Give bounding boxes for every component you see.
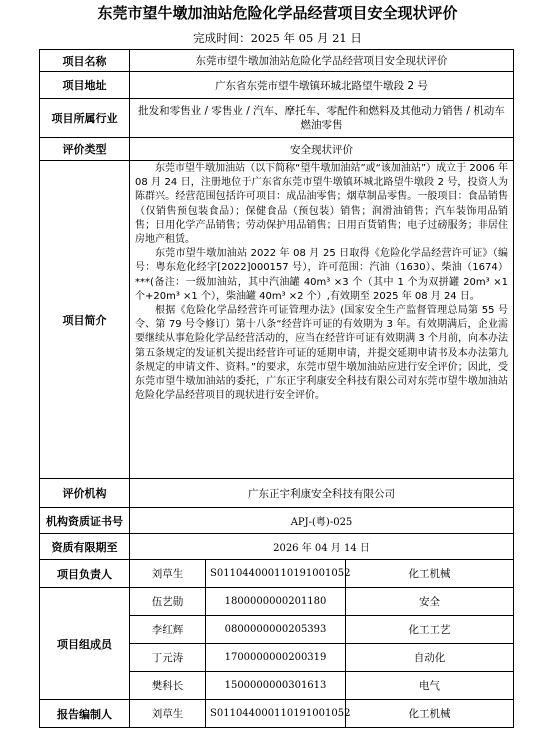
row-intro <box>40 161 514 479</box>
row-cert-expiry <box>40 534 514 560</box>
leader-name: 刘草生 <box>130 560 206 588</box>
row-project-name <box>40 50 514 72</box>
author-name: 刘草生 <box>130 700 206 728</box>
intro-text <box>130 161 514 479</box>
intro-label: 项目简介 <box>40 161 130 479</box>
address-label: 项目地址 <box>40 72 130 99</box>
member-name: 伍艺勋 <box>130 588 206 616</box>
row-author <box>40 700 514 728</box>
info-table <box>39 49 514 728</box>
row-cert-no <box>40 508 514 534</box>
cert-no-value: APJ-(粤)-025 <box>130 508 514 534</box>
member-cert: 1800000000201180 <box>206 588 346 616</box>
row-address <box>40 72 514 99</box>
row-agency <box>40 479 514 508</box>
cert-expiry-label: 资质有限期至 <box>40 534 130 560</box>
author-specialty: 化工机械 <box>346 700 514 728</box>
member-cert: 1500000000301613 <box>206 672 346 700</box>
intro-paragraph: 根据《危险化学品经营许可证管理办法》(国家安全生产监督管理总局第 55 号令、第 79 号令修订）第十八条“经营许可证的有效期为 3 年。有效期满后，企业需要继续从事危险化学品经营活动的，应当在经营许可证有效期满 3 个月前，向本办法第五条规定的发证机关提出经营许可证的延期申请，并提交延期申请书及本办法第九条规定的申请文件、资料。”的要求，东莞市望牛墩加油站应进行安全评价；因此，受东莞市望牛墩加油站的委托，广东正宇利康安全科技有限公司对东莞市望牛墩加油站危险化学品经营项目的现状进行安全评价。 <box>135 305 508 402</box>
member-name: 樊科长 <box>130 672 206 700</box>
cert-no-label: 机构资质证书号 <box>40 508 130 534</box>
member-specialty: 化工工艺 <box>346 616 514 644</box>
author-cert: S011044000110191001052 <box>206 700 346 728</box>
author-label: 报告编制人 <box>40 700 130 728</box>
eval-type-value: 安全现状评价 <box>130 138 514 161</box>
row-leader <box>40 560 514 588</box>
project-name-value: 东莞市望牛墩加油站危险化学品经营项目安全现状评价 <box>130 50 514 72</box>
row-eval-type <box>40 138 514 161</box>
agency-value: 广东正宇利康安全科技有限公司 <box>130 479 514 508</box>
member-specialty: 自动化 <box>346 644 514 672</box>
document-title: 东莞市望牛墩加油站危险化学品经营项目安全现状评价 <box>97 4 458 22</box>
intro-paragraph: 东莞市望牛墩加油站 2022 年 08 月 25 日取得《危险化学品经营许可证》（编号：粤东危化经字[2022]000157 号），许可范围：汽油（1630）、柴油（1674）***(备注：一级加油站，其中汽油罐 40m³ ×3 个（其中 1 个为双拼罐 20m³ ×1 个+20m³ ×1 个），柴油罐 40m³ ×2 个）,有效期至 2025 年 08 月 24 日。 <box>135 248 508 302</box>
leader-cert: S011044000110191001052 <box>206 560 346 588</box>
row-industry <box>40 99 514 138</box>
completion-date: 完成时间：2025 年 05 月 21 日 <box>193 31 362 45</box>
leader-label: 项目负责人 <box>40 560 130 588</box>
member-specialty: 安全 <box>346 588 514 616</box>
intro-paragraph: 东莞市望牛墩加油站（以下简称“望牛墩加油站”或“该加油站”）成立于 2006 年 08 月 24 日，注册地位于广东省东莞市望牛墩镇环城北路望牛墩段 2 号，投资人为陈群兴。经营范围包括许可项目：成品油零售；烟草制品零售。一般项目：食品销售（仅销售预包装食品）；保健食品（预包装）销售；润滑油销售；汽车装饰用品销售；日用化学产品销售；劳动保护用品销售；日用百货销售；电子过磅服务；非居住房地产租赁。 <box>135 163 508 246</box>
agency-label: 评价机构 <box>40 479 130 508</box>
project-name-label: 项目名称 <box>40 50 130 72</box>
address-value: 广东省东莞市望牛墩镇环城北路望牛墩段 2 号 <box>130 72 514 99</box>
member-cert: 1700000000200319 <box>206 644 346 672</box>
member-row <box>40 588 514 616</box>
member-name: 李红辉 <box>130 616 206 644</box>
industry-label: 项目所属行业 <box>40 99 130 138</box>
cert-expiry-value: 2026 年 04 月 14 日 <box>130 534 514 560</box>
member-cert: 0800000000205393 <box>206 616 346 644</box>
eval-type-label: 评价类型 <box>40 138 130 161</box>
member-name: 丁元涛 <box>130 644 206 672</box>
industry-value: 批发和零售业 / 零售业 / 汽车、摩托车、零配件和燃料及其他动力销售 / 机动车燃油零售 <box>130 99 514 138</box>
leader-specialty: 化工机械 <box>346 560 514 588</box>
members-label: 项目组成员 <box>40 588 130 700</box>
member-specialty: 电气 <box>346 672 514 700</box>
